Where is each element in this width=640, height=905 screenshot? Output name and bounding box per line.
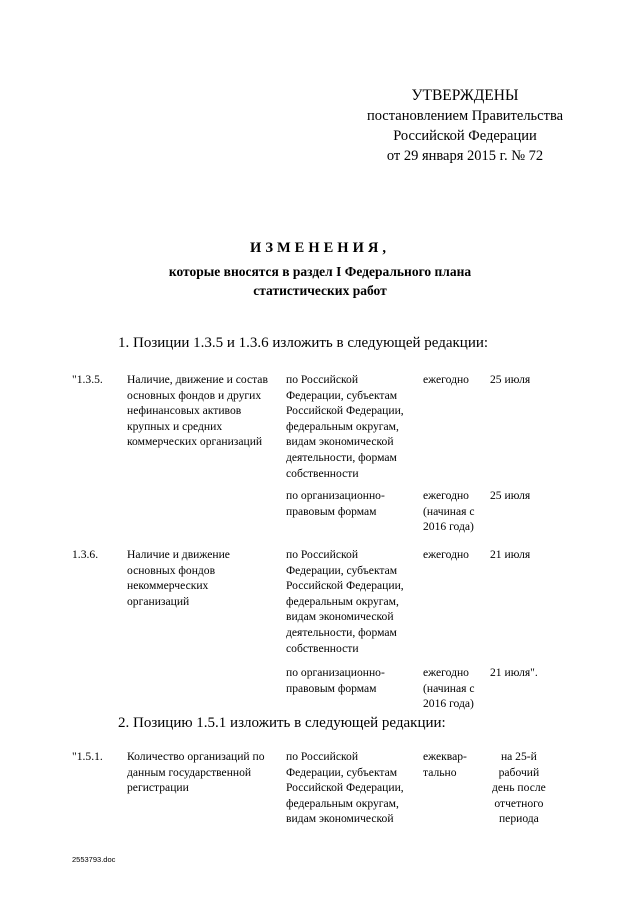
approval-block	[330, 86, 600, 166]
periodicity: ежегодно	[423, 373, 469, 386]
subtitle-line-2: статистических работ	[253, 283, 387, 298]
deadline: 25 июля	[490, 489, 531, 502]
position-name: Наличие, движение и состав основных фондов и других нефинансовых активов крупных и средних коммерческих организаций	[127, 373, 268, 449]
approval-line-2: Российской Федерации	[393, 128, 537, 144]
position-name: Количество организаций по данным государственной регистрации	[127, 750, 265, 795]
position-name: Наличие и движение основных фондов некоммерческих организаций	[127, 548, 230, 608]
deadline: 21 июля".	[490, 666, 538, 679]
document-title: ИЗМЕНЕНИЯ,	[250, 240, 390, 256]
deadline: на 25-й рабочий день после отчетного периода	[492, 750, 546, 826]
deadline: 21 июля	[490, 548, 531, 561]
paragraph-1: 1. Позиции 1.3.5 и 1.3.6 изложить в следующей редакции:	[118, 335, 489, 351]
periodicity: ежегодно	[423, 548, 469, 561]
breakdown-detail: по Российской Федерации, субъектам Российской Федерации, федеральным округам, видам экономической деятельности, формам собственности	[286, 548, 404, 655]
periodicity: ежегодно (начиная с 2016 года)	[423, 489, 475, 534]
breakdown-detail: по Российской Федерации, субъектам Российской Федерации, федеральным округам, видам экономической деятельности, формам собственности	[286, 373, 404, 480]
periodicity: ежеквар- тально	[423, 750, 467, 779]
periodicity: ежегодно (начиная с 2016 года)	[423, 666, 475, 711]
breakdown-detail: по организационно- правовым формам	[286, 666, 385, 695]
deadline: 25 июля	[490, 373, 531, 386]
footer-filename: 2553793.doc	[72, 855, 116, 864]
position-number: 1.3.6.	[72, 548, 99, 561]
approval-header: УТВЕРЖДЕНЫ	[411, 87, 519, 104]
breakdown-detail: по организационно- правовым формам	[286, 489, 385, 518]
document-subtitle	[120, 262, 520, 300]
breakdown-detail: по Российской Федерации, субъектам Российской Федерации, федеральным округам, видам экономической	[286, 750, 404, 826]
position-number: "1.5.1.	[72, 750, 103, 763]
approval-line-3: от 29 января 2015 г. № 72	[386, 148, 544, 164]
position-number: "1.3.5.	[72, 373, 103, 386]
paragraph-2: 2. Позицию 1.5.1 изложить в следующей редакции:	[118, 715, 446, 731]
subtitle-line-1: которые вносятся в раздел I Федерального плана	[168, 264, 472, 279]
approval-line-1: постановлением Правительства	[366, 108, 564, 124]
